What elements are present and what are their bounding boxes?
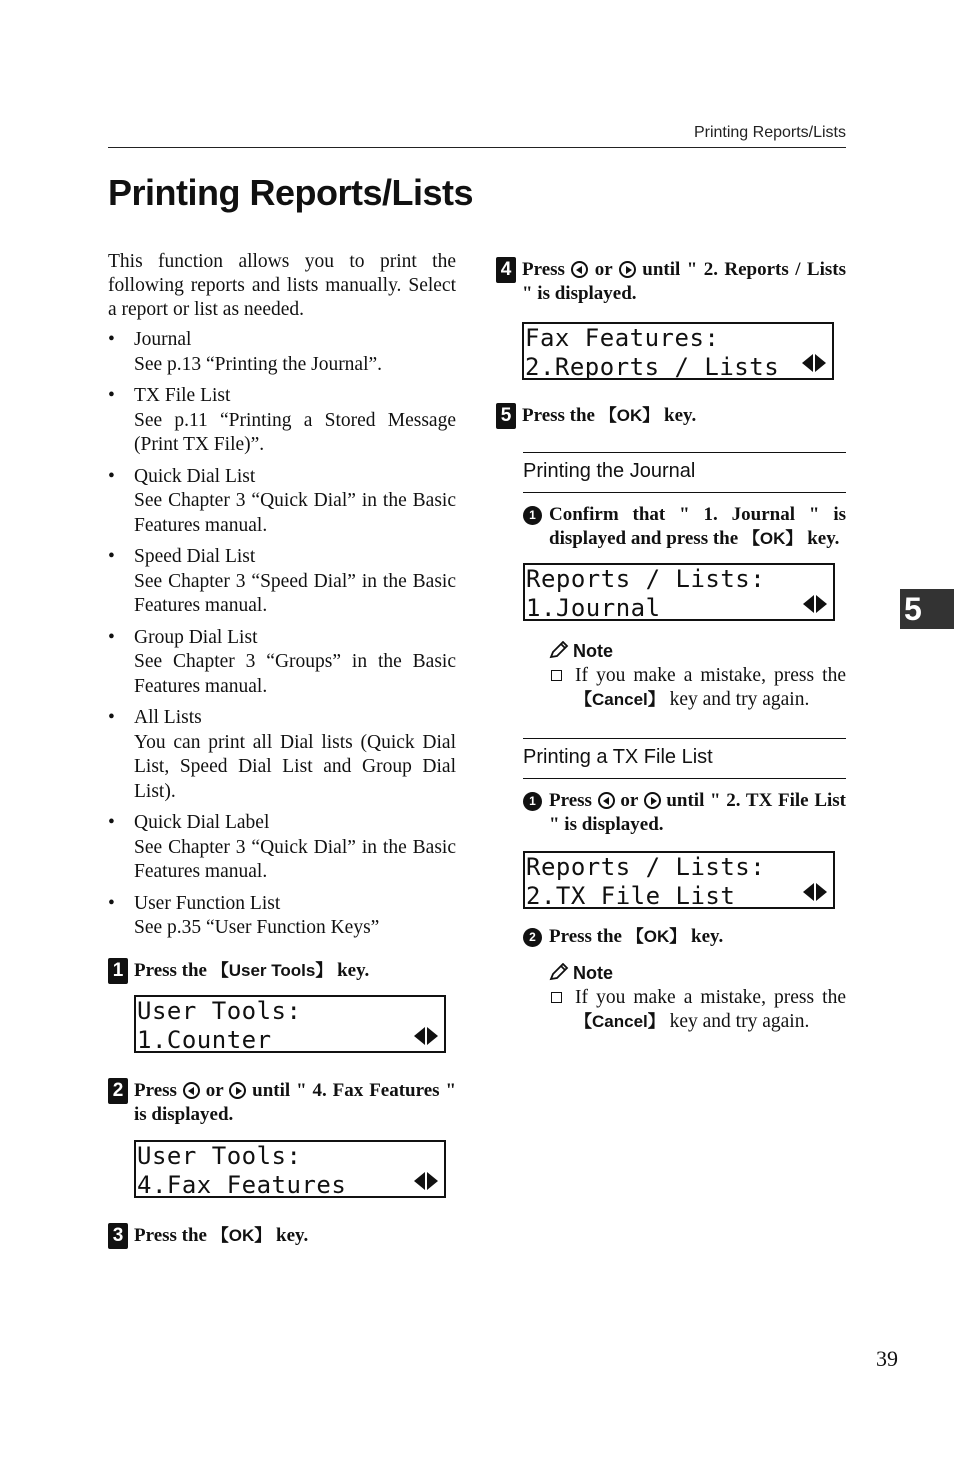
list-item: • Journal See p.13 “Printing the Journal”. [108, 328, 456, 377]
cancel-key: 【Cancel】 [575, 690, 665, 709]
step-1: 1 Press the 【User Tools】 key. [108, 959, 456, 983]
pencil-icon [549, 963, 569, 981]
step-2: 2 Press or until " 4. Fax Features " is displayed. [108, 1079, 456, 1127]
tx-sub-step-1: 1 Press or until " 2. TX File List " is displayed. [523, 789, 846, 837]
note-block: Note If you make a mistake, press the 【Cancel】 key and try again. [549, 963, 846, 1034]
ok-key: 【OK】 [211, 1225, 272, 1245]
step-number: 2 [108, 1078, 128, 1104]
list-item: • Group Dial List See Chapter 3 “Groups” in the Basic Features manual. [108, 626, 456, 700]
cancel-key: 【Cancel】 [575, 1012, 665, 1031]
lcd-display: Reports / Lists: 1.Journal [523, 563, 835, 621]
right-arrow-key-icon [619, 261, 636, 278]
lcd-display: User Tools: 4.Fax Features [134, 1140, 446, 1198]
step-number: 3 [108, 1223, 128, 1249]
list-item: • All Lists You can print all Dial lists (Quick Dial List, Speed Dial List and Group Dial List). [108, 706, 456, 804]
intro-paragraph: This function allows you to print the following reports and lists manually. Select a report or list as needed. [108, 251, 456, 320]
ok-key: 【OK】 [626, 927, 687, 946]
left-arrow-key-icon [598, 792, 615, 809]
sub-step-number: 1 [523, 506, 542, 525]
left-column [108, 250, 456, 1248]
step-number: 4 [496, 257, 516, 283]
right-column [496, 258, 846, 1034]
ok-key: 【OK】 [599, 406, 660, 425]
tx-sub-step-2: 2 Press the 【OK】 key. [523, 925, 846, 949]
note-item: If you make a mistake, press the 【Cancel】 key and try again. [549, 986, 846, 1034]
chapter-tab: 5 [900, 589, 954, 629]
step-number: 1 [108, 958, 128, 984]
lcd-display: Fax Features: 2.Reports / Lists [522, 322, 834, 380]
lcd-display: User Tools: 1.Counter [134, 995, 446, 1053]
header-rule [108, 147, 846, 148]
page-number: 39 [876, 1346, 898, 1371]
note-item: If you make a mistake, press the 【Cancel】 key and try again. [549, 664, 846, 712]
step-5: 5 Press the 【OK】 key. [496, 404, 846, 428]
step-3: 3 Press the 【OK】 key. [108, 1224, 456, 1248]
section-heading: Printing the Journal [523, 452, 846, 493]
report-list [108, 328, 456, 941]
right-arrow-key-icon [229, 1082, 246, 1099]
lcd-display: Reports / Lists: 2.TX File List [523, 851, 835, 909]
list-item: • TX File List See p.11 “Printing a Stored Message (Print TX File)”. [108, 384, 456, 458]
journal-sub-step-1: 1 Confirm that " 1. Journal " is displayed and press the 【OK】 key. [523, 503, 846, 551]
journal-section [523, 452, 846, 712]
note-block: Note If you make a mistake, press the 【Cancel】 key and try again. [549, 641, 846, 712]
left-arrow-key-icon [571, 261, 588, 278]
scroll-arrows-icon [803, 595, 827, 613]
tx-section [523, 738, 846, 1034]
ok-key: 【OK】 [742, 529, 803, 548]
list-item: • Speed Dial List See Chapter 3 “Speed Dial” in the Basic Features manual. [108, 545, 456, 619]
section-heading: Printing a TX File List [523, 738, 846, 779]
scroll-arrows-icon [803, 883, 827, 901]
scroll-arrows-icon [414, 1172, 438, 1190]
sub-step-number: 2 [523, 928, 542, 947]
pencil-icon [549, 641, 569, 659]
page-title: Printing Reports/Lists [108, 172, 474, 213]
running-header: Printing Reports/Lists [693, 124, 846, 141]
list-item: • Quick Dial List See Chapter 3 “Quick Dial” in the Basic Features manual. [108, 465, 456, 539]
left-arrow-key-icon [183, 1082, 200, 1099]
list-item: • Quick Dial Label See Chapter 3 “Quick Dial” in the Basic Features manual. [108, 811, 456, 885]
sub-step-number: 1 [523, 792, 542, 811]
step-4: 4 Press or until " 2. Reports / Lists " is displayed. [496, 258, 846, 306]
scroll-arrows-icon [414, 1027, 438, 1045]
right-arrow-key-icon [644, 792, 661, 809]
scroll-arrows-icon [802, 354, 826, 372]
step-number: 5 [496, 403, 516, 429]
user-tools-key: 【User Tools】 [211, 960, 333, 980]
list-item: • User Function List See p.35 “User Function Keys” [108, 892, 456, 941]
